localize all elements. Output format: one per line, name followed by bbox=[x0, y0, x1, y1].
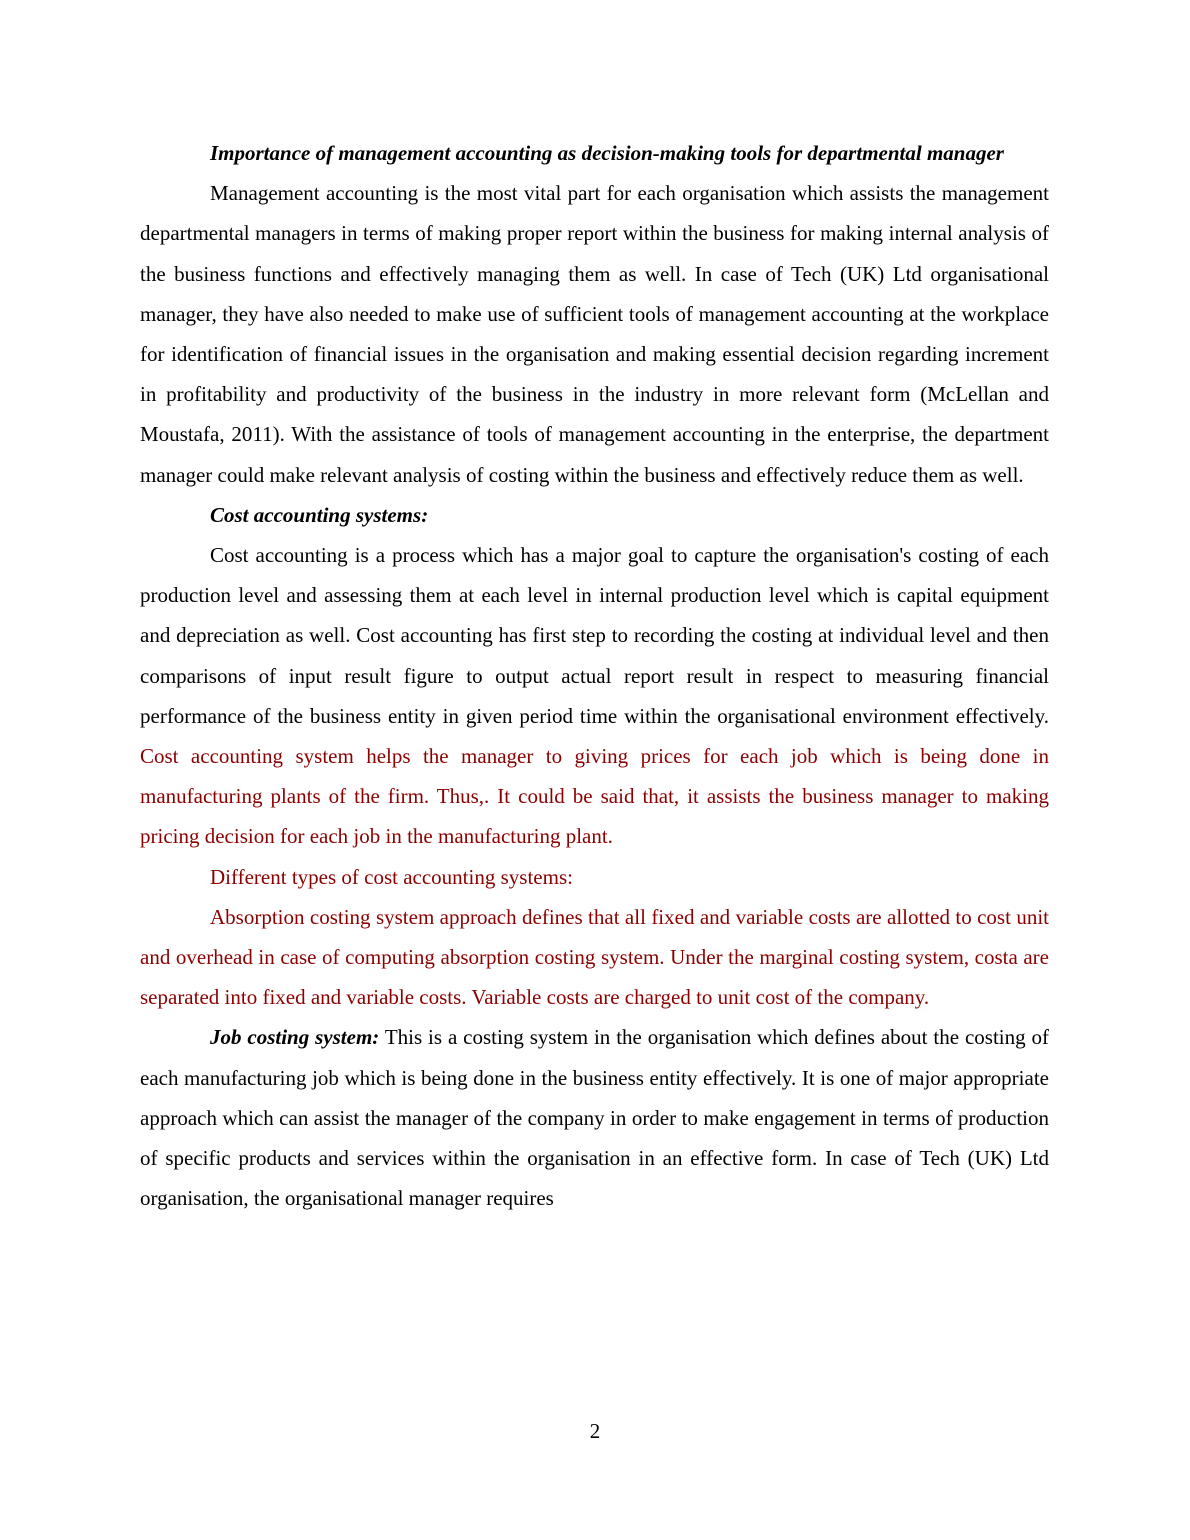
job-costing-label: Job costing system: bbox=[210, 1025, 380, 1050]
subheading-cost-accounting bbox=[140, 495, 1049, 535]
paragraph-cost-accounting-text: Cost accounting is a process which has a major goal to capture the organisation's costing of each production level and assessing them at each level in internal production level which is capital equipment and depreciation as well. Cost accounting has first step to recording the costing at individual level and then comparisons of input result figure to output actual report result in respect to measuring financial performance of the business entity in given period time within the organisational environment effectively. bbox=[140, 543, 1049, 728]
subheading-cost-accounting-text: Cost accounting systems: bbox=[210, 502, 429, 527]
types-heading-text: Different types of cost accounting systems: bbox=[210, 864, 573, 889]
page-content bbox=[140, 133, 1049, 1218]
types-heading bbox=[140, 857, 1049, 897]
section-heading-text: Importance of management accounting as decision-making tools for departmental manager bbox=[210, 141, 1004, 165]
page-number: 2 bbox=[589, 1419, 601, 1443]
paragraph-absorption-costing-text: Absorption costing system approach defines that all fixed and variable costs are allotted to cost unit and overhead in case of computing absorption costing system. Under the marginal costing system, costa are separated into fixed and variable costs. Variable costs are charged to unit cost of the company. bbox=[140, 904, 1049, 1010]
section-heading bbox=[140, 133, 1049, 173]
paragraph-cost-accounting-highlight: Cost accounting system helps the manager to giving prices for each job which is being done in manufacturing plants of the firm. Thus,. It could be said that, it assists the business manager to making pricing decision for each job in the manufacturing plant. bbox=[140, 744, 1049, 849]
paragraph-management-accounting-text: Management accounting is the most vital part for each organisation which assists the management departmental managers in terms of making proper report within the business for making internal analysis of the business functions and effectively managing them as well. In case of Tech (UK) Ltd organisational manager, they have also needed to make use of sufficient tools of management accounting at the workplace for identification of financial issues in the organisation and making essential decision regarding increment in profitability and productivity of the business in the industry in more relevant form (McLellan and Moustafa, 2011). With the assistance of tools of management accounting in the enterprise, the department manager could make relevant analysis of costing within the business and effectively reduce them as well. bbox=[140, 181, 1049, 487]
paragraph-absorption-costing bbox=[140, 897, 1049, 1018]
paragraph-cost-accounting bbox=[140, 535, 1049, 857]
paragraph-management-accounting bbox=[140, 173, 1049, 495]
paragraph-job-costing-text: This is a costing system in the organisation which defines about the costing of each manufacturing job which is being done in the business entity effectively. It is one of major appropriate approach which can assist the manager of the company in order to make engagement in terms of production of specific products and services within the organisation in an effective form. In case of Tech (UK) Ltd organisation, the organisational manager requires bbox=[140, 1025, 1050, 1211]
paragraph-job-costing bbox=[140, 1017, 1049, 1218]
